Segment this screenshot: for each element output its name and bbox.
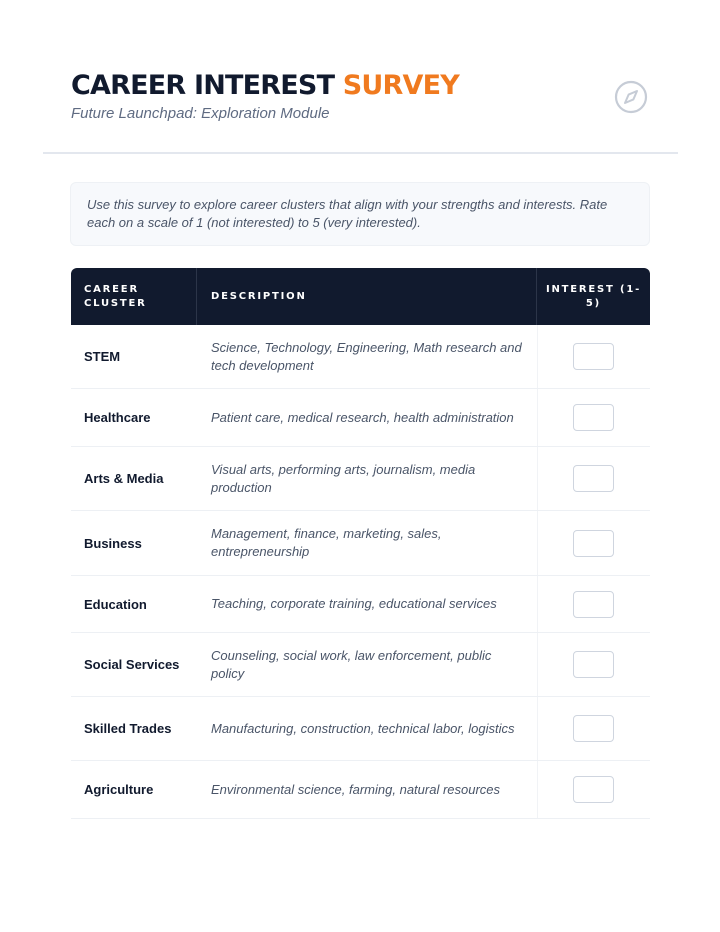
table-row [71, 697, 650, 761]
cluster-description: Manufacturing, construction, technical labor, logistics [211, 720, 515, 736]
header-interest: INTEREST (1-5) [545, 283, 642, 309]
interest-rating-input[interactable] [573, 343, 614, 370]
header-career-cluster [71, 268, 197, 325]
table-header [71, 268, 650, 325]
interest-rating-input[interactable] [573, 530, 614, 557]
interest-rating-input[interactable] [573, 591, 614, 618]
rating-cell [537, 633, 650, 696]
table-row [71, 325, 650, 389]
header-description: DESCRIPTION [197, 268, 537, 325]
rating-cell [537, 447, 650, 510]
header-career-cluster-label: CAREER CLUSTER [84, 283, 147, 309]
table-row [71, 633, 650, 697]
cluster-description: Science, Technology, Engineering, Math research and tech development [211, 339, 522, 373]
cluster-name: Social Services [84, 657, 180, 672]
interest-rating-input[interactable] [573, 651, 614, 678]
rating-cell [537, 325, 650, 388]
interest-rating-input[interactable] [573, 776, 614, 803]
cluster-name: Arts & Media [84, 471, 164, 486]
cluster-description: Environmental science, farming, natural resources [211, 781, 501, 797]
interest-rating-input[interactable] [573, 465, 614, 492]
intro-text: Use this survey to explore career clusters that align with your strengths and interests. Rate each on a scale of 1 (not interested) to 5 (very interested). [87, 197, 608, 230]
cluster-description: Visual arts, performing arts, journalism, media production [211, 461, 476, 495]
cluster-name: Healthcare [84, 410, 151, 425]
table-row [71, 447, 650, 511]
cluster-description: Counseling, social work, law enforcement, public policy [211, 647, 492, 681]
intro-box [70, 182, 650, 246]
table-row [71, 761, 650, 819]
header-divider [43, 152, 678, 154]
cluster-name: Skilled Trades [84, 721, 172, 736]
cluster-description: Teaching, corporate training, educational services [211, 596, 497, 611]
cluster-name: Business [84, 535, 142, 551]
interest-rating-input[interactable] [573, 715, 614, 742]
page-subtitle: Future Launchpad: Exploration Module [71, 105, 330, 122]
rating-cell [537, 511, 650, 575]
table-row [71, 511, 650, 576]
cluster-name: STEM [84, 349, 121, 364]
cluster-name: Agriculture [84, 782, 154, 797]
cluster-description: Patient care, medical research, health administration [211, 409, 514, 425]
rating-cell [537, 389, 650, 446]
title-accent: SURVEY [342, 70, 460, 101]
table-row [71, 389, 650, 447]
rating-cell [537, 697, 650, 760]
table-row [71, 576, 650, 633]
rating-cell [537, 576, 650, 632]
cluster-name: Education [84, 596, 147, 612]
survey-table [71, 268, 650, 819]
cluster-description: Management, finance, marketing, sales, entrepreneurship [211, 526, 442, 559]
title-main: CAREER INTEREST [71, 70, 343, 101]
page-header [71, 70, 651, 124]
page-title [71, 70, 651, 102]
compass-icon [614, 80, 648, 114]
interest-rating-input[interactable] [573, 404, 614, 431]
rating-cell [537, 761, 650, 818]
